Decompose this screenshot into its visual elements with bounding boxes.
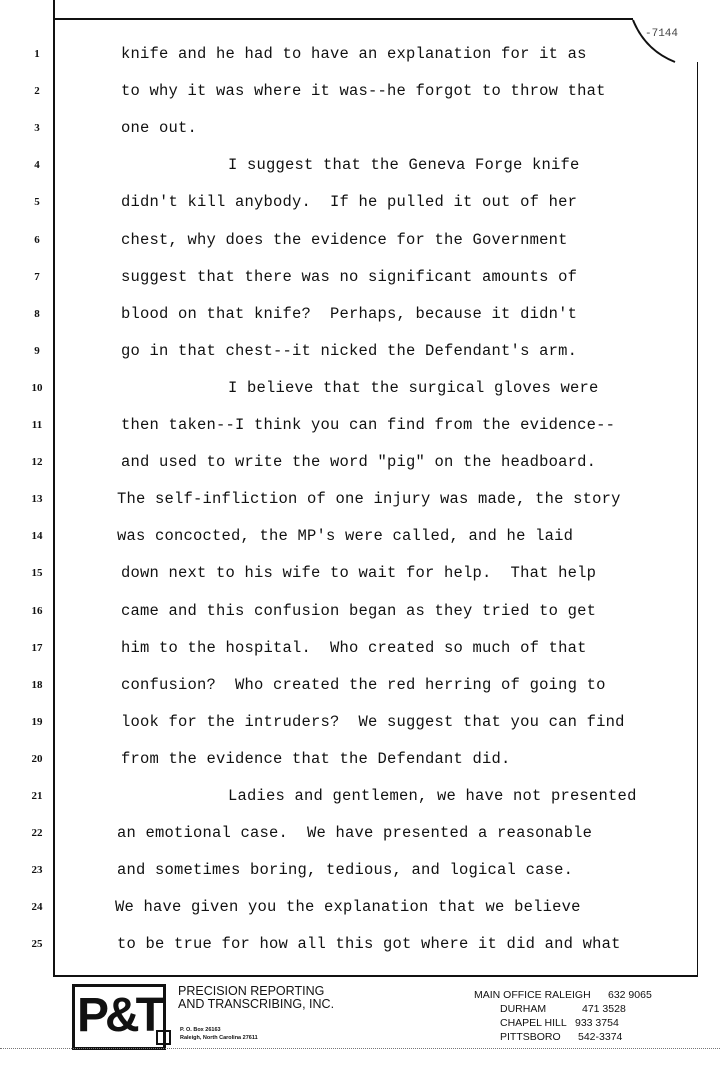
line-number: 10 [31, 381, 43, 394]
line-number: 24 [31, 901, 43, 914]
line-number: 11 [31, 419, 43, 431]
line-number: 8 [34, 307, 40, 320]
company-name-line2: AND TRANSCRIBING, INC. [178, 997, 335, 1011]
office-main-phone: 632 9065 [608, 989, 652, 1001]
transcript-line: to be true for how all this got where it did and what [117, 935, 621, 954]
line-number: 22 [31, 827, 43, 840]
line-number: 13 [31, 493, 43, 506]
transcript-line: down next to his wife to wait for help. That help [121, 564, 597, 583]
line-number: 17 [31, 641, 43, 654]
transcript-line: and sometimes boring, tedious, and logical case. [117, 861, 574, 880]
transcript-line: Ladies and gentlemen, we have not presented [228, 787, 637, 805]
transcript-line: knife and he had to have an explanation for it as [121, 45, 587, 63]
line-number: 14 [31, 530, 43, 543]
line-number: 3 [34, 122, 40, 135]
transcript-line: one out. [121, 119, 198, 138]
transcript-line: confusion? Who created the red herring of going to [121, 675, 606, 694]
line-number: 5 [34, 196, 40, 209]
line-number: 18 [31, 678, 43, 691]
line-number: 23 [31, 864, 43, 877]
line-number: 25 [31, 938, 43, 951]
transcript-line: didn't kill anybody. If he pulled it out of her [121, 193, 578, 212]
company-name-line1: PRECISION REPORTING [178, 984, 325, 998]
line-number: 12 [31, 456, 43, 469]
transcript-line: an emotional case. We have presented a reasonable [117, 824, 593, 843]
line-number: 1 [34, 48, 40, 60]
transcript-line: from the evidence that the Defendant did. [121, 749, 511, 768]
address-line1: P. O. Box 26163 [180, 1027, 221, 1033]
logo-box [156, 1030, 171, 1045]
transcript-line: came and this confusion began as they tried to get [121, 601, 597, 620]
office-durham-name: DURHAM [500, 1003, 547, 1015]
line-number: 2 [34, 85, 40, 98]
transcript-line: I suggest that the Geneva Forge knife [228, 156, 580, 175]
company-logo: P&T [72, 984, 166, 1050]
transcript-line: look for the intruders? We suggest that you can find [121, 712, 625, 731]
transcript-line: We have given you the explanation that we believe [115, 898, 581, 917]
address-line2: Raleigh, North Carolina 27611 [180, 1035, 258, 1041]
line-number: 21 [31, 790, 43, 802]
office-durham-phone: 471 3528 [582, 1003, 626, 1015]
line-number: 7 [34, 270, 40, 283]
transcript-line: I believe that the surgical gloves were [228, 378, 599, 397]
transcript-line: was concocted, the MP's were called, and he laid [117, 527, 574, 546]
office-chapelhill-phone: 933 3754 [575, 1017, 619, 1029]
footer [0, 978, 720, 1048]
line-number: 15 [31, 567, 43, 580]
office-chapelhill-name: CHAPEL HILL [500, 1017, 567, 1029]
line-number: 4 [34, 159, 40, 172]
right-margin-line [697, 62, 698, 976]
transcript-line: to why it was where it was--he forgot to throw that [121, 82, 606, 101]
bottom-dotted-line [0, 1048, 720, 1049]
transcript-line: him to the hospital. Who created so much of that [121, 638, 587, 657]
page-number: -7144 [645, 28, 679, 40]
transcript-line: blood on that knife? Perhaps, because it didn't [121, 304, 578, 323]
office-main-name: MAIN OFFICE RALEIGH [474, 989, 591, 1001]
line-number: 6 [34, 233, 40, 246]
office-pittsboro-name: PITTSBORO [500, 1031, 561, 1043]
top-border-line [53, 18, 633, 20]
line-number: 20 [31, 752, 43, 765]
left-margin-line [53, 0, 55, 976]
transcript-line: chest, why does the evidence for the Government [121, 230, 568, 249]
transcript-line: and used to write the word "pig" on the headboard. [121, 453, 597, 472]
line-number: 9 [34, 344, 40, 357]
transcript-line: suggest that there was no significant amounts of [121, 267, 578, 286]
transcript-line: then taken--I think you can find from the evidence-- [121, 416, 616, 434]
office-pittsboro-phone: 542-3374 [578, 1031, 623, 1043]
line-number: 16 [31, 604, 43, 617]
line-number: 19 [31, 715, 43, 728]
transcript-line: The self-infliction of one injury was made, the story [117, 490, 621, 509]
bottom-border-line [53, 975, 698, 977]
transcript-line: go in that chest--it nicked the Defendant's arm. [121, 341, 578, 360]
